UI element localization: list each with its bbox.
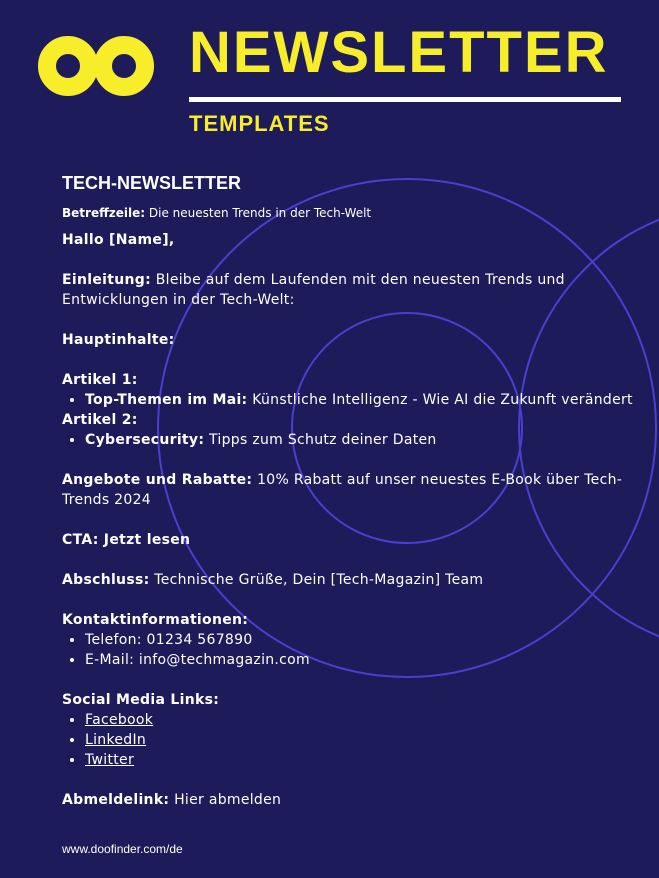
- article2-item-text: Tipps zum Schutz deiner Daten: [204, 432, 437, 448]
- unsubscribe: [62, 790, 652, 810]
- subject-line: [62, 206, 652, 220]
- contact-email: • E-Mail: info@techmagazin.com: [85, 650, 652, 670]
- list-item: [85, 710, 652, 730]
- article1-item-label: Top-Themen im Mai:: [85, 392, 248, 408]
- intro-label: Einleitung:: [62, 272, 151, 288]
- list-item: [85, 430, 652, 450]
- newsletter-body: [62, 230, 652, 810]
- subject-value: Die neuesten Trends in der Tech-Welt: [145, 206, 372, 220]
- main-content-heading: [62, 330, 652, 350]
- facebook-link[interactable]: Facebook: [85, 712, 154, 728]
- contact-label: Kontaktinformationen:: [62, 612, 249, 628]
- linkedin-link[interactable]: LinkedIn: [85, 732, 147, 748]
- closing-label: Abschluss:: [62, 572, 150, 588]
- cta: [62, 530, 652, 550]
- page-subtitle: TEMPLATES: [189, 111, 330, 136]
- greeting-text: Hallo [Name],: [62, 232, 175, 248]
- article1-heading: [62, 370, 652, 390]
- unsubscribe-label: Abmeldelink:: [62, 792, 170, 808]
- intro-text: Bleibe auf dem Laufenden mit den neuesten Trends und Entwicklungen in der Tech-Welt:: [62, 272, 565, 308]
- infinity-logo-icon: [38, 34, 154, 98]
- list-item: [85, 390, 652, 410]
- main-content-label: Hauptinhalte:: [62, 332, 175, 348]
- article2-label: Artikel 2:: [62, 412, 138, 428]
- title-divider: [189, 97, 621, 102]
- article2-heading: [62, 410, 652, 430]
- subject-label: Betreffzeile:: [62, 206, 146, 220]
- list-item: [85, 750, 652, 770]
- article1-list: [62, 390, 652, 410]
- social-list: [62, 710, 652, 770]
- footer-url: www.doofinder.com/de: [62, 842, 183, 856]
- article1-item-text: Künstliche Intelligenz - Wie AI die Zukunft verändert: [247, 392, 633, 408]
- social-label: Social Media Links:: [62, 692, 220, 708]
- cta-text: CTA: Jetzt lesen: [62, 532, 191, 548]
- contact-list: [62, 630, 652, 670]
- newsletter-content: [62, 172, 652, 810]
- intro: [62, 270, 652, 310]
- social-heading: [62, 690, 652, 710]
- offers: [62, 470, 652, 510]
- article1-label: Artikel 1:: [62, 372, 138, 388]
- contact-phone: • Telefon: 01234 567890: [85, 630, 652, 650]
- article2-item-label: Cybersecurity:: [85, 432, 205, 448]
- article2-list: [62, 430, 652, 450]
- contact-heading: [62, 610, 652, 630]
- closing: [62, 570, 652, 590]
- greeting: [62, 230, 652, 250]
- offers-text: 10% Rabatt auf unser neuestes E-Book über Tech-Trends 2024: [62, 472, 623, 508]
- list-item: [85, 730, 652, 750]
- page-title: NEWSLETTER: [189, 20, 609, 85]
- closing-text: Technische Grüße, Dein [Tech-Magazin] Team: [149, 572, 484, 588]
- section-title: TECH-NEWSLETTER: [62, 173, 241, 193]
- twitter-link[interactable]: Twitter: [85, 752, 135, 768]
- unsubscribe-text: Hier abmelden: [169, 792, 282, 808]
- offers-label: Angebote und Rabatte:: [62, 472, 253, 488]
